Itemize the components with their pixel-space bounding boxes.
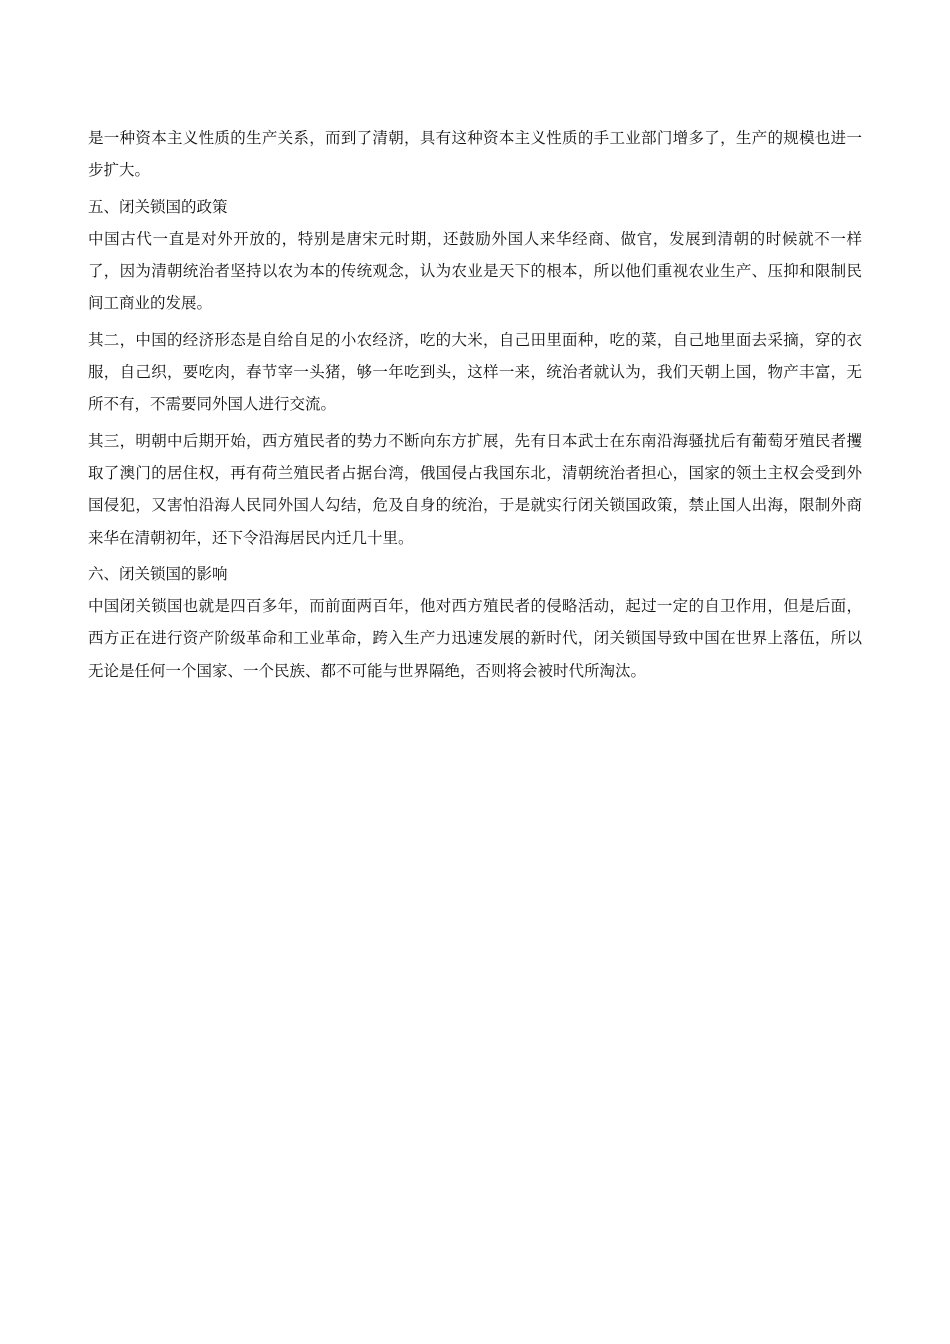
document-page [88,122,862,687]
section-5-heading: 五、闭关锁国的政策 [88,197,228,216]
section-5-paragraph-2: 其二，中国的经济形态是自给自足的小农经济，吃的大米，自己田里面种，吃的菜，自己地里面去采摘，穿的衣服，自己织，要吃肉，春节宰一头猪，够一年吃到头，这样一来，统治者就认为，我们天朝上国，物产丰富，无所不有，不需要同外国人进行交流。 [88,330,862,414]
section-5-paragraph-1: 中国古代一直是对外开放的，特别是唐宋元时期，还鼓励外国人来华经商、做官，发展到清朝的时候就不一样了，因为清朝统治者坚持以农为本的传统观念，认为农业是天下的根本，所以他们重视农业生产、压抑和限制民间工商业的发展。 [88,229,862,313]
section-5-paragraph-3: 其三，明朝中后期开始，西方殖民者的势力不断向东方扩展，先有日本武士在东南沿海骚扰后有葡萄牙殖民者攫取了澳门的居住权，再有荷兰殖民者占据台湾，俄国侵占我国东北，清朝统治者担心，国家的领土主权会受到外国侵犯，又害怕沿海人民同外国人勾结，危及自身的统治，于是就实行闭关锁国政策，禁止国人出海，限制外商来华在清朝初年，还下令沿海居民内迁几十里。 [88,431,862,547]
section-6-paragraph-1: 中国闭关锁国也就是四百多年，而前面两百年，他对西方殖民者的侵略活动，起过一定的自卫作用，但是后面，西方正在进行资产阶级革命和工业革命，跨入生产力迅速发展的新时代，闭关锁国导致中国在世界上落伍，所以无论是任何一个国家、一个民族、都不可能与世界隔绝，否则将会被时代所淘汰。 [88,597,862,680]
section-6-heading: 六、闭关锁国的影响 [88,564,228,583]
intro-continuation-paragraph: 是一种资本主义性质的生产关系，而到了清朝，具有这种资本主义性质的手工业部门增多了，生产的规模也进一步扩大。 [88,129,862,180]
